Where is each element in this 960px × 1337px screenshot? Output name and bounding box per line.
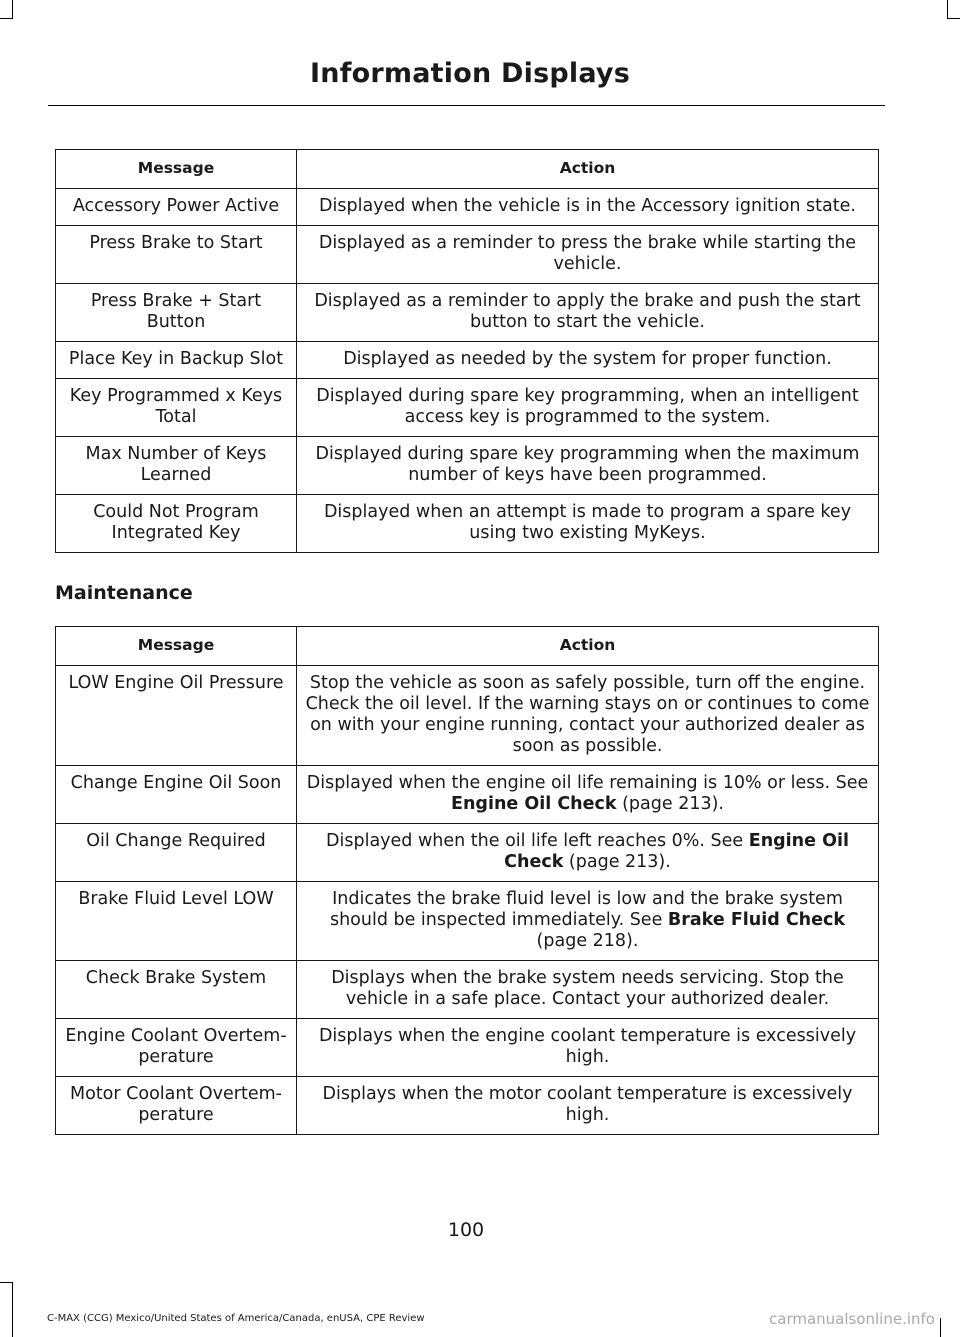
page-reference-link[interactable]: Engine Oil Check [504, 831, 849, 872]
message-column-header: Message [56, 627, 297, 666]
table-row [56, 226, 879, 284]
action-text: Indicates the brake fluid level is low and the brake system should be inspected immediately. See [329, 889, 843, 930]
message-cell: Press Brake to Start [56, 226, 297, 284]
crop-mark [947, 18, 960, 19]
message-cell: Brake Fluid Level LOW [56, 882, 297, 961]
action-text: (page 218). [536, 931, 639, 951]
action-text: Displayed when the oil life left reaches 0%. See [326, 831, 749, 851]
message-cell: Could Not Program Integrated Key [56, 495, 297, 553]
messages-table [55, 149, 879, 553]
watermark: carmanualsonline.info [769, 1310, 935, 1328]
message-cell: Place Key in Backup Slot [56, 342, 297, 379]
action-text: Displayed when the engine oil life remaining is 10% or less. See [306, 773, 869, 793]
page-reference-link[interactable]: Brake Fluid Check [667, 910, 846, 930]
table-row [56, 882, 879, 961]
message-cell: LOW Engine Oil Pressure [56, 666, 297, 766]
maintenance-heading: Maintenance [55, 582, 193, 604]
action-cell: Displayed during spare key programming when the maximum number of keys have been programmed. [297, 437, 879, 495]
action-text: (page 213). [563, 852, 671, 872]
table-row [56, 437, 879, 495]
message-cell: Key Programmed x Keys Total [56, 379, 297, 437]
action-cell: Displayed as a reminder to press the brake while starting the vehicle. [297, 226, 879, 284]
table-row [56, 666, 879, 766]
document-info: C-MAX (CCG) Mexico/United States of America/Canada, enUSA, CPE Review [47, 1313, 425, 1324]
action-column-header: Action [297, 627, 879, 666]
action-cell: Displays when the brake system needs servicing. Stop the vehicle in a safe place. Contact your authorized dealer. [297, 961, 879, 1019]
message-cell: Press Brake + Start Button [56, 284, 297, 342]
table-row [56, 1019, 879, 1077]
message-cell: Engine Coolant Overtem-perature [56, 1019, 297, 1077]
action-cell: Displayed when the vehicle is in the Accessory ignition state. [297, 189, 879, 226]
header-divider [48, 105, 885, 106]
action-cell [297, 766, 879, 824]
table-row [56, 824, 879, 882]
crop-mark [0, 1282, 13, 1283]
table-row [56, 495, 879, 553]
message-cell: Check Brake System [56, 961, 297, 1019]
table-row [56, 284, 879, 342]
action-cell [297, 824, 879, 882]
action-text: (page 213). [616, 794, 724, 814]
action-cell: Displays when the motor coolant temperature is excessively high. [297, 1077, 879, 1135]
action-cell: Stop the vehicle as soon as safely possible, turn off the engine. Check the oil level. If the warning stays on or continues to come on with your engine running, contact your authorized dealer as soon as possible. [297, 666, 879, 766]
table-row [56, 1077, 879, 1135]
table-row [56, 961, 879, 1019]
crop-mark [12, 0, 13, 18]
message-cell: Max Number of Keys Learned [56, 437, 297, 495]
action-column-header: Action [297, 150, 879, 189]
crop-mark [947, 0, 948, 18]
message-column-header: Message [56, 150, 297, 189]
message-cell: Oil Change Required [56, 824, 297, 882]
table-header-row [56, 627, 879, 666]
action-cell: Displays when the engine coolant temperature is excessively high. [297, 1019, 879, 1077]
page-title: Information Displays [310, 58, 630, 89]
action-cell: Displayed as needed by the system for proper function. [297, 342, 879, 379]
action-cell: Displayed during spare key programming, when an intelligent access key is programmed to the system. [297, 379, 879, 437]
action-cell: Displayed when an attempt is made to program a spare key using two existing MyKeys. [297, 495, 879, 553]
table-row [56, 766, 879, 824]
table-row [56, 379, 879, 437]
page-reference-link[interactable]: Engine Oil Check [451, 794, 617, 814]
crop-mark [12, 1282, 13, 1337]
message-cell: Accessory Power Active [56, 189, 297, 226]
page-number: 100 [447, 1219, 485, 1241]
action-cell [297, 882, 879, 961]
crop-mark [0, 18, 13, 19]
maintenance-table [55, 626, 879, 1135]
table-row [56, 189, 879, 226]
message-cell: Change Engine Oil Soon [56, 766, 297, 824]
table-header-row [56, 150, 879, 189]
action-cell: Displayed as a reminder to apply the brake and push the start button to start the vehicle. [297, 284, 879, 342]
table-row [56, 342, 879, 379]
crop-mark [940, 1318, 941, 1337]
message-cell: Motor Coolant Overtem-perature [56, 1077, 297, 1135]
